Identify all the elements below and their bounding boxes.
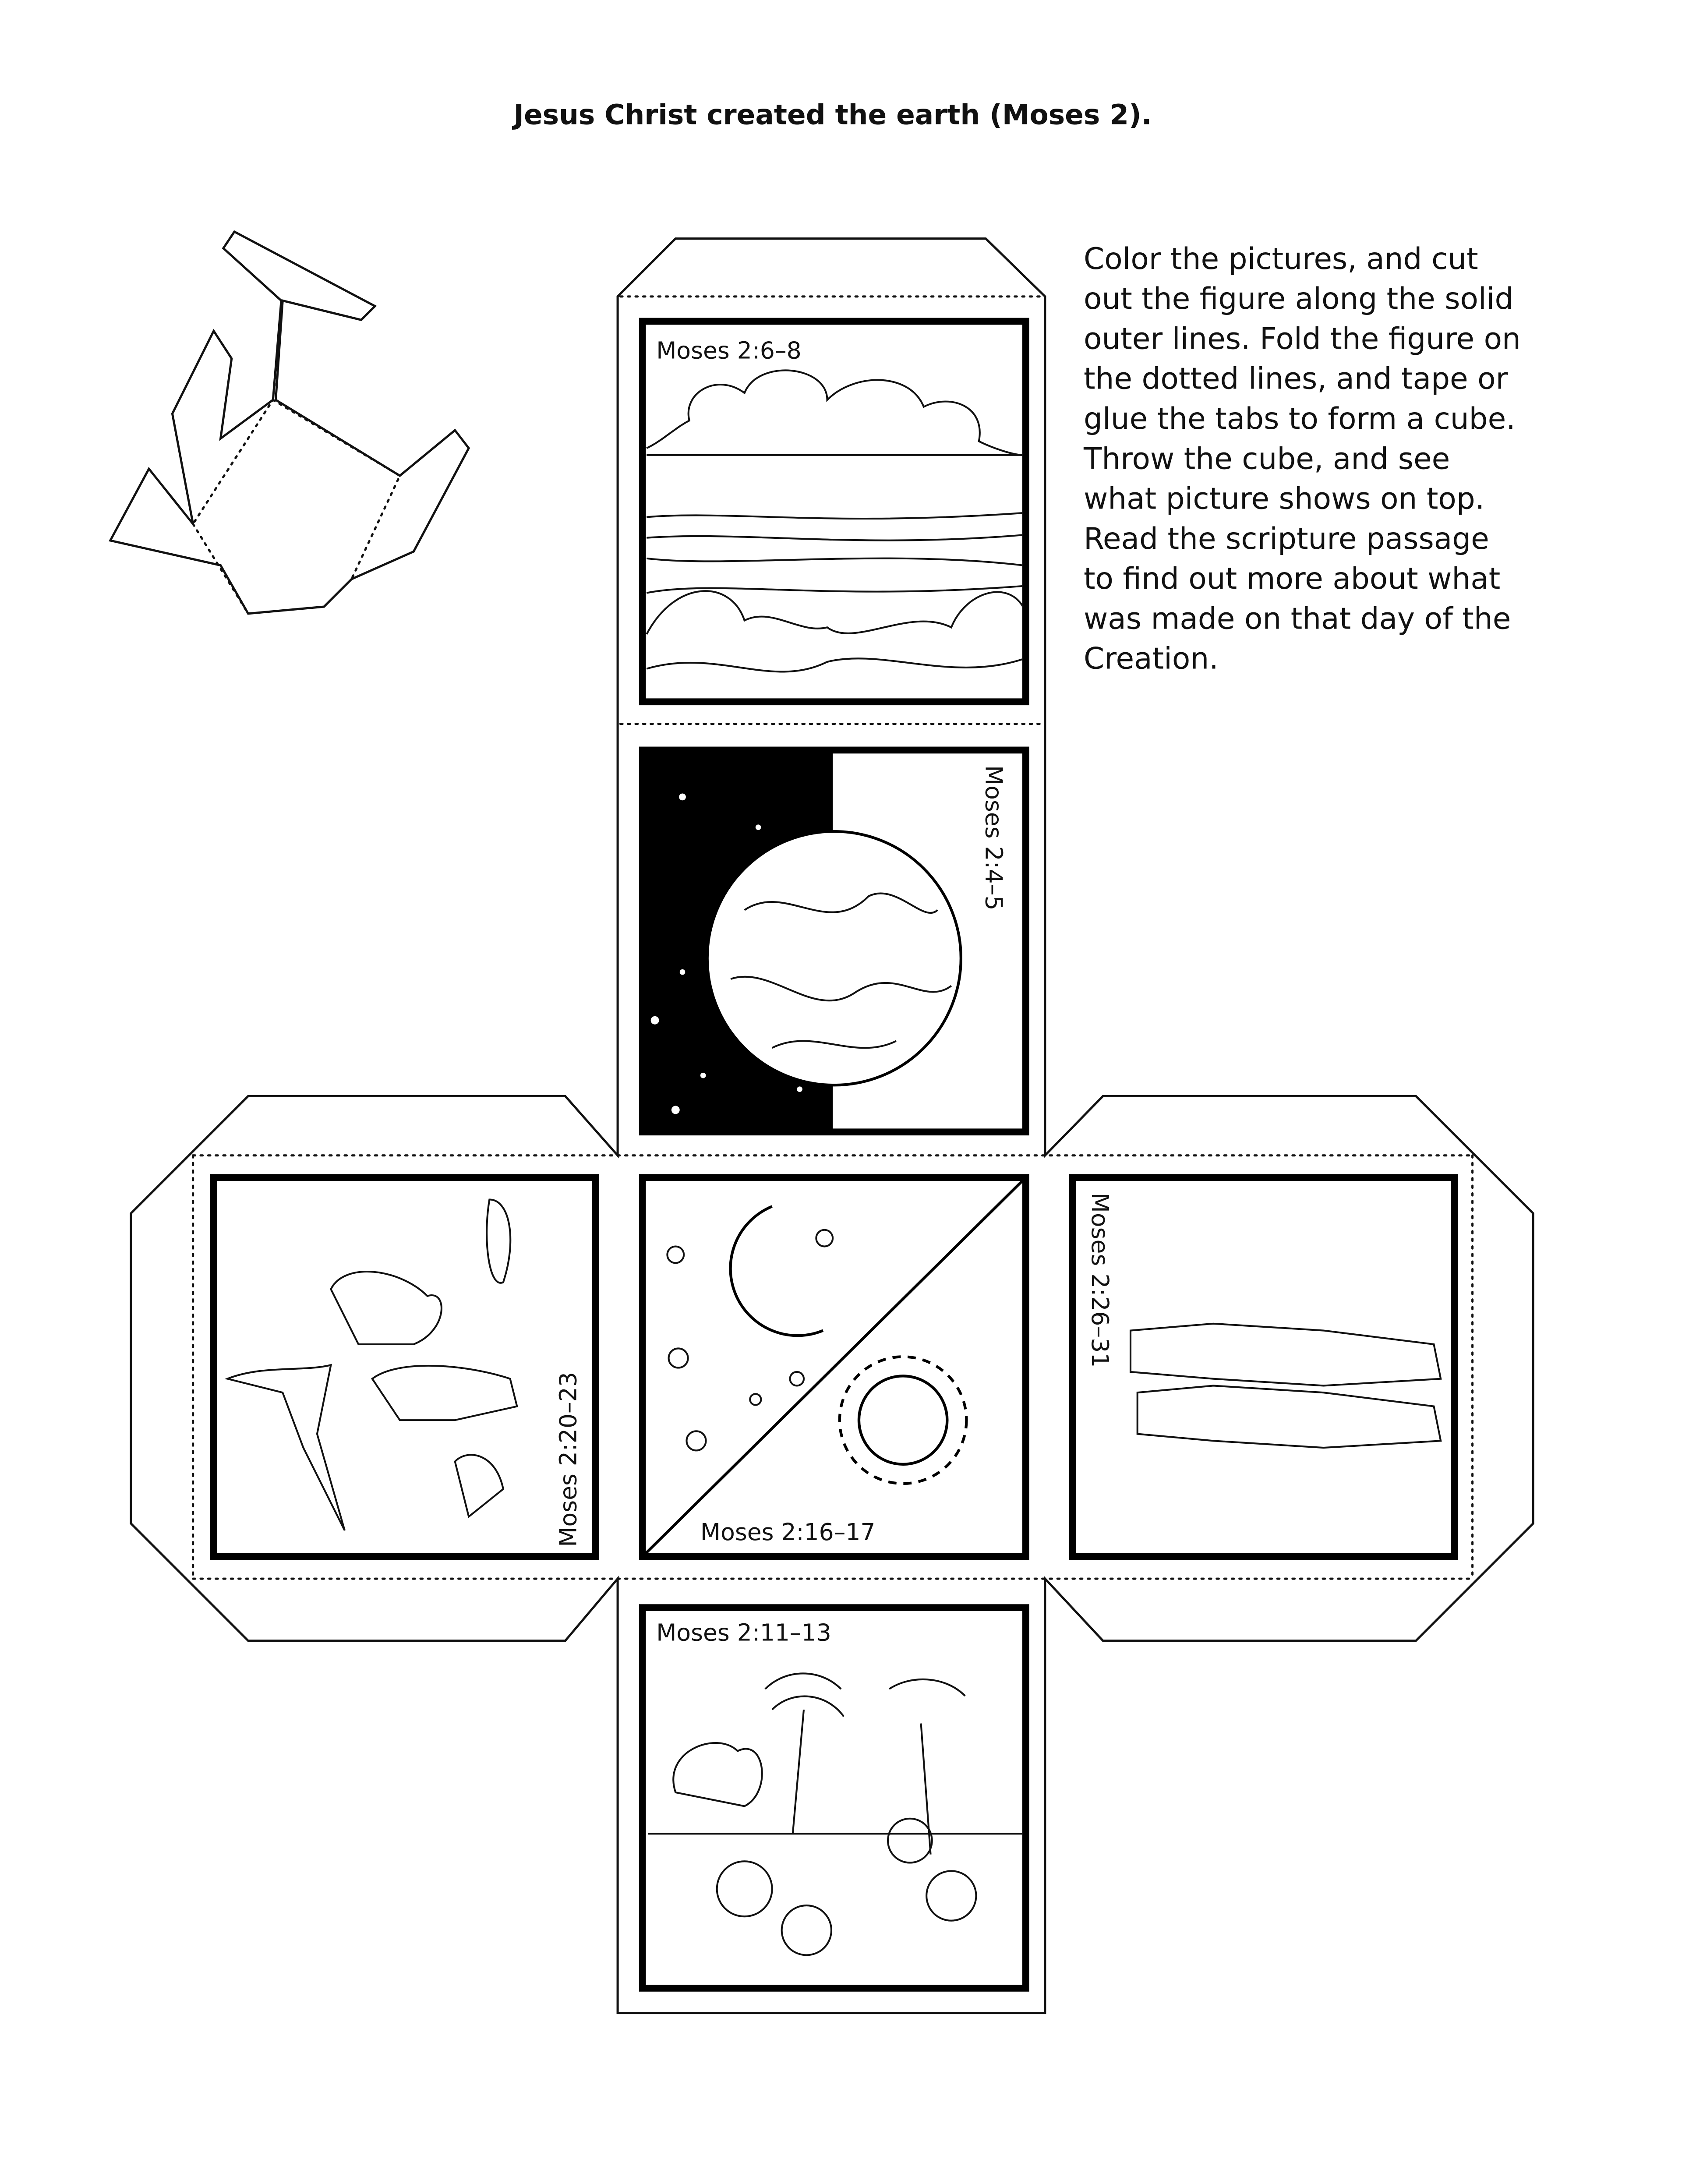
- instructions: [1083, 241, 1521, 676]
- panel-plants: [643, 1608, 1026, 1988]
- panel-label: Moses 2:6–8: [656, 336, 802, 364]
- panel-animals: [214, 1177, 596, 1557]
- svg-text:glue the tabs to form a cube.: glue the tabs to form a cube.: [1083, 401, 1516, 436]
- svg-text:was made on that day of the: was made on that day of the: [1083, 601, 1511, 636]
- panel-label: Moses 2:26–31: [1086, 1192, 1114, 1368]
- svg-text:Color the pictures, and cut: Color the pictures, and cut: [1083, 241, 1478, 276]
- panel-sky-water: [643, 322, 1026, 702]
- svg-text:outer lines. Fold the figure o: outer lines. Fold the figure on: [1083, 321, 1521, 356]
- svg-text:to find out more about what: to find out more about what: [1083, 561, 1501, 596]
- panel-label: Moses 2:11–13: [656, 1619, 831, 1647]
- svg-text:what picture shows on top.: what picture shows on top.: [1083, 481, 1485, 516]
- panel-people: [1073, 1177, 1455, 1557]
- svg-text:Throw the cube, and see: Throw the cube, and see: [1083, 441, 1450, 476]
- svg-text:the dotted lines, and tape or: the dotted lines, and tape or: [1083, 361, 1508, 396]
- panel-sun-moon: [643, 1177, 1026, 1557]
- page-title: Jesus Christ created the earth (Moses 2).: [513, 99, 1152, 131]
- svg-text:Creation.: Creation.: [1083, 641, 1219, 676]
- panel-label: Moses 2:4–5: [980, 765, 1008, 911]
- panel-label: Moses 2:20–23: [554, 1372, 582, 1547]
- svg-text:out the figure along the solid: out the figure along the solid: [1083, 281, 1514, 316]
- panel-light-dark: [643, 750, 1026, 1132]
- panel-label: Moses 2:16–17: [700, 1518, 876, 1546]
- folded-cube-illustration: [110, 232, 469, 614]
- svg-text:Read the scripture passage: Read the scripture passage: [1083, 521, 1489, 556]
